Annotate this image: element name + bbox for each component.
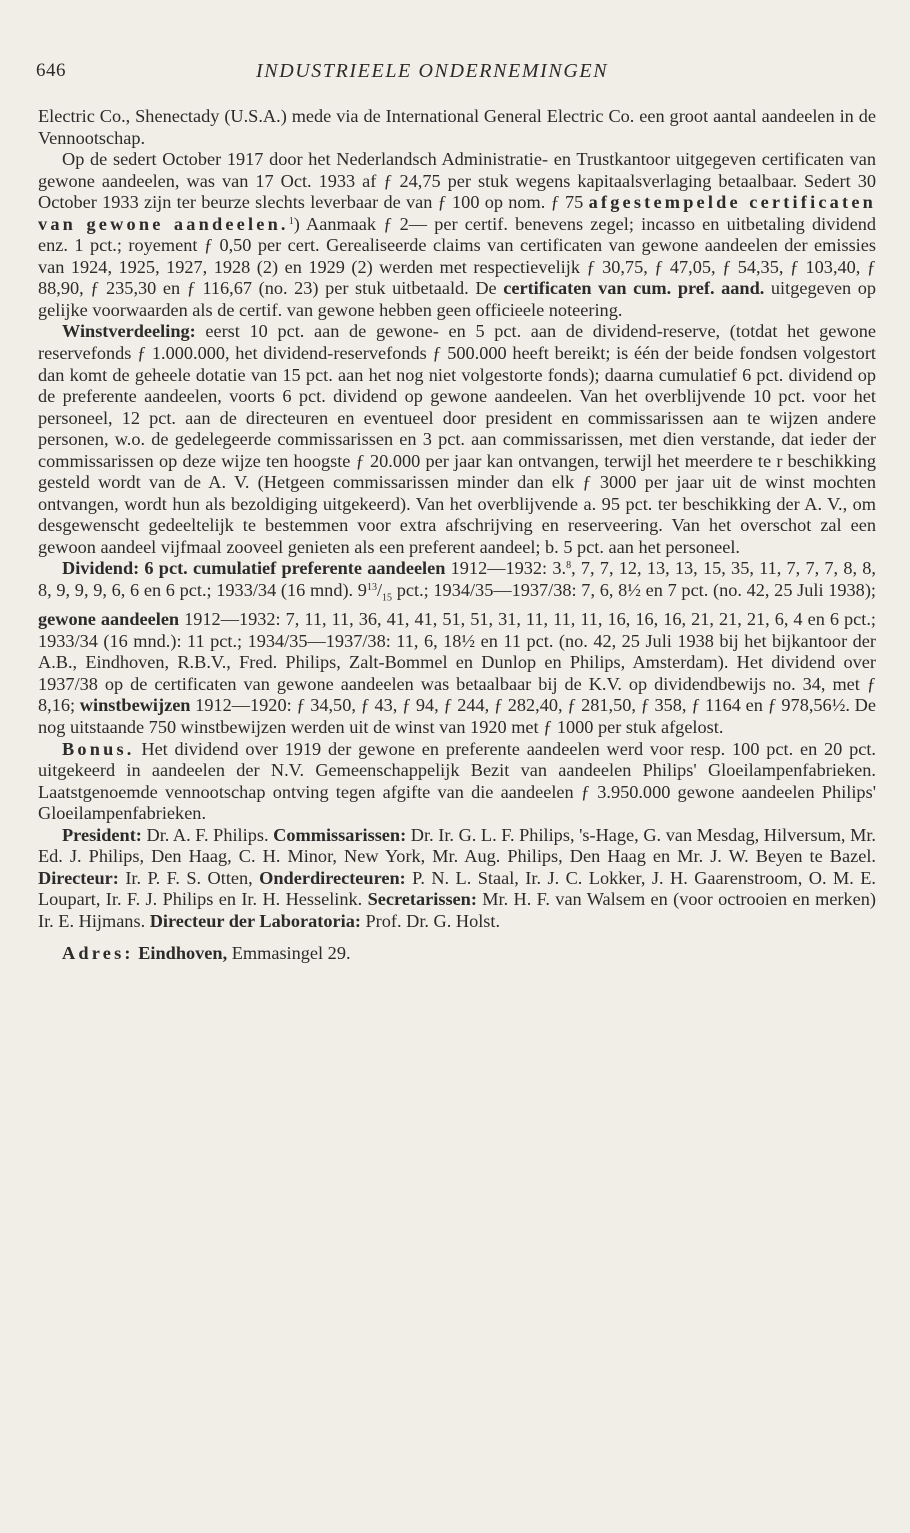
laboratoria-name: Prof. Dr. G. Holst. bbox=[360, 910, 501, 931]
president-label: President: bbox=[62, 824, 142, 845]
onderdirecteuren-label: Onderdirecteuren: bbox=[259, 867, 406, 888]
president-name: Dr. A. F. Philips. bbox=[141, 824, 274, 845]
dividend-text-d: 1912—1932: 7, 11, 11, 36, 41, 41, 51, 51, 31, 11, 11, 11, 16, 16, 16, 21, 21, 21, 6, 4 en 6 pct.; 1933/34 (16 mnd.): 11 pct.; 1934/35—1937/38: 11, 6, 18½ en 11 pct. (no. 42, 25 Juli 1938 bij het bijkantoor der A.B., Eindhoven, R.B.V., Fred. Philips, Zalt-Bommel en Dunlop en Philips, Amsterdam). Het dividend over 1937/38 op de certificaten van gewone aandeelen was betaalbaar bij de K.V. op dividendbewijs no. 34, met ƒ 8,16; bbox=[38, 609, 877, 716]
running-title: INDUSTRIEELE ONDERNEMINGEN bbox=[256, 60, 609, 82]
winstverdeeling-label: Winstverdeeling: bbox=[62, 321, 196, 342]
directeur-name: Ir. P. F. S. Otten, bbox=[118, 867, 260, 888]
dividend-label: Dividend: 6 pct. cumulatief preferente aandeelen bbox=[62, 558, 446, 579]
gewone-aandeelen-label: gewone aandeelen bbox=[38, 609, 180, 630]
paragraph-bonus bbox=[38, 739, 876, 825]
paragraph-management bbox=[38, 825, 876, 933]
dividend-superscript: 8 bbox=[566, 560, 572, 572]
certificates-text-a: Op de sedert October 1917 door het Nederlandsch Administratie- en Trustkantoor uitgegeven certificaten van gewone aandeelen, was van 17 Oct. 1933 af ƒ 24,75 per stuk wegens kapitaalsverlaging betaalbaar. Sedert 30 October 1933 zijn ter beurze slechts leverbaar de van ƒ 100 op nom. ƒ 75 bbox=[38, 149, 876, 213]
onderdirecteuren-names: P. N. L. Staal, Ir. J. C. Lokker, J. H. Gaarenstroom, O. M. E. Loupart, Ir. F. J. Philips en Ir. H. Hesselink. bbox=[38, 867, 876, 910]
certificates-text-c: uitgegeven op gelijke voorwaarden als de certif. van gewone hebben geen officieele noteering. bbox=[38, 278, 876, 320]
footnote-marker: 1 bbox=[288, 215, 294, 227]
paragraph-dividend: Dividend: 6 pct. cumulatief preferente aandeelen 1912—1932: 3.$^8$, 7, 7, 12, 13, 13, 15, 35, 11, 7, 7, 7, 8, 8, 8, 9, 9, 9, 6, 6 en 6 pct.; 1933/34 (16 mnd). $9^{13}/_{15}$ pct.; 1934/35—1937/38: 7, 6, 8½ en 7 pct. (no. 42, 25 Juli 1938); gewone aandeelen 1912—1932: 7, 11, 11, 36, 41, 41, 51, 51, 31, 11, 11, 11, 16, 16, 16, 21, 21, 21, 6, 4 en 6 pct.; 1933/34 (16 mnd.): 11 pct.; 1934/35—1937/38: 11, 6, 18½ en 11 pct. (no. 42, 25 Juli 1938 bij het bijkantoor der A.B., Eindhoven, R.B.V., Fred. Philips, Zalt-Bommel en Dunlop en Philips, Amsterdam). Het dividend over 1937/38 op de certificaten van gewone aandeelen was betaalbaar bij de K.V. op dividendbewijs no. 34, met ƒ 8,16; winstbewijzen 1912—1920: ƒ 34,50, ƒ 43, ƒ 94, ƒ 244, ƒ 282,40, ƒ 281,50, ƒ 358, ƒ 1164 en ƒ 978,56½. De nog uitstaande 750 winstbewijzen werden uit de winst van 1920 met ƒ 1000 per stuk afgelost. bbox=[38, 558, 877, 737]
certificates-emphasis: afgestempelde certificaten van gewone aandeelen. bbox=[38, 192, 876, 234]
dividend-text-b: , 7, 7, 12, 13, 13, 15, 35, 11, 7, 7, 7, 8, 8, 8, 9, 9, 9, 6, 6 en 6 pct.; 1933/34 (16 mnd). 9 bbox=[38, 558, 876, 601]
paragraph-certificates bbox=[38, 149, 876, 321]
address-street: Emmasingel 29. bbox=[227, 943, 351, 964]
bonus-label: Bonus. bbox=[62, 738, 135, 759]
fraction-numerator: 13 bbox=[366, 582, 377, 594]
dividend-text-a: 1912—1932: 3. bbox=[445, 558, 567, 579]
body-text bbox=[38, 106, 876, 965]
dividend-text-e: 1912—1920: ƒ 34,50, ƒ 43, ƒ 94, ƒ 244, ƒ 282,40, ƒ 281,50, ƒ 358, ƒ 1164 en ƒ 978,56½. De nog uitstaande 750 winstbewijzen werden uit de winst van 1920 met ƒ 1000 per stuk afgelost. bbox=[38, 695, 876, 737]
dividend-text-c: pct.; 1934/35—1937/38: 7, 6, 8½ en 7 pct. (no. 42, 25 Juli 1938); bbox=[392, 580, 876, 601]
winstverdeeling-text: eerst 10 pct. aan de gewone- en 5 pct. aan de dividend-reserve, (totdat het gewone reservefonds ƒ 1.000.000, het dividend-reservefonds ƒ 500.000 heeft bereikt; is één der beide fondsen volgestort dan komt de geheele dotatie van 15 pct. aan het nog niet volgestorte fonds); daarna cumulatief 6 pct. dividend op de preferente aandeelen, voorts 6 pct. dividend op gewone aandeelen. Van het overblijvende 10 pct. voor het personeel, 12 pct. aan de directeuren en eventueel door president en commissarissen aan te wijzen andere personen, w.o. de gedelegeerde commissarissen en 3 pct. aan commissarissen, met dien verstande, dat ieder der commissarissen op deze wijze ten hoogste ƒ 20.000 per jaar kan ontvangen, terwijl het meerdere te r beschikking gesteld wordt van de A. V. (Hetgeen commissarissen minder dan elk ƒ 3000 per jaar uit de winst mochten ontvangen, wordt hun als bezoldiging uitgekeerd). Van het overblijvende a. 95 pct. ter beschikking der A. V., om desgewenscht gedeeltelijk te bestemmen voor extra afschrijving en reserveering. Van het overschot zal een gewoon aandeel vijfmaal zooveel genieten als een preferent aandeel; b. 5 pct. aan het personeel. bbox=[38, 321, 876, 557]
page-header bbox=[36, 60, 874, 90]
certificates-cum-pref-label: certificaten van cum. pref. aand. bbox=[503, 278, 765, 299]
winstbewijzen-label: winstbewijzen bbox=[79, 695, 191, 716]
secretarissen-label: Secretarissen: bbox=[367, 889, 477, 910]
fraction-denominator: 15 bbox=[382, 592, 393, 604]
secretarissen-names: Mr. H. F. van Walsem en (voor octrooien en merken) Ir. E. Hijmans. bbox=[38, 889, 877, 931]
commissarissen-label: Commissarissen: bbox=[273, 824, 407, 845]
commissarissen-names: Dr. Ir. G. L. F. Philips, 's-Hage, G. van Mesdag, Hilversum, Mr. Ed. J. Philips, Den Haag, C. H. Minor, New York, Mr. Aug. Philips, Den Haag en Mr. J. W. Beyen te Bazel. bbox=[38, 824, 876, 867]
paragraph-winstverdeeling bbox=[38, 321, 876, 558]
bonus-text: Het dividend over 1919 der gewone en preferente aandeelen werd voor resp. 100 pct. en 20 pct. uitgekeerd in aandeelen der N.V. Gemeenschappelijk Bezit van aandeelen Philips' Gloeilampenfabrieken. Laatstgenoemde vennootschap ontving tegen afgifte van die aandeelen ƒ 3.950.000 gewone aandeelen Philips' Gloeilampenfabrieken. bbox=[38, 738, 876, 824]
directeur-label: Directeur: bbox=[38, 867, 119, 888]
address-city: Eindhoven, bbox=[133, 943, 228, 964]
paragraph-address bbox=[38, 943, 876, 965]
intro-text: Electric Co., Shenectady (U.S.A.) mede via de International General Electric Co. een groot aantal aandeelen in de Vennootschap. bbox=[38, 106, 876, 148]
paragraph-company-intro bbox=[38, 106, 876, 149]
certificates-text-b: ) Aanmaak ƒ 2— per certif. benevens zegel; incasso en uitbetaling dividend enz. 1 pct.; royement ƒ 0,50 per cert. Gerealiseerde claims van certificaten van gewone aandeelen der emissies van 1924, 1925, 1927, 1928 (2) en 1929 (2) werden met respectievelijk ƒ 30,75, ƒ 47,05, ƒ 54,35, ƒ 103,40, ƒ 88,90, ƒ 235,30 en ƒ 116,67 (no. 23) per stuk uitbetaald. De bbox=[38, 213, 876, 299]
address-label: Adres: bbox=[62, 943, 134, 964]
page-number: 646 bbox=[36, 60, 66, 81]
laboratoria-label: Directeur der Laboratoria: bbox=[149, 910, 361, 931]
